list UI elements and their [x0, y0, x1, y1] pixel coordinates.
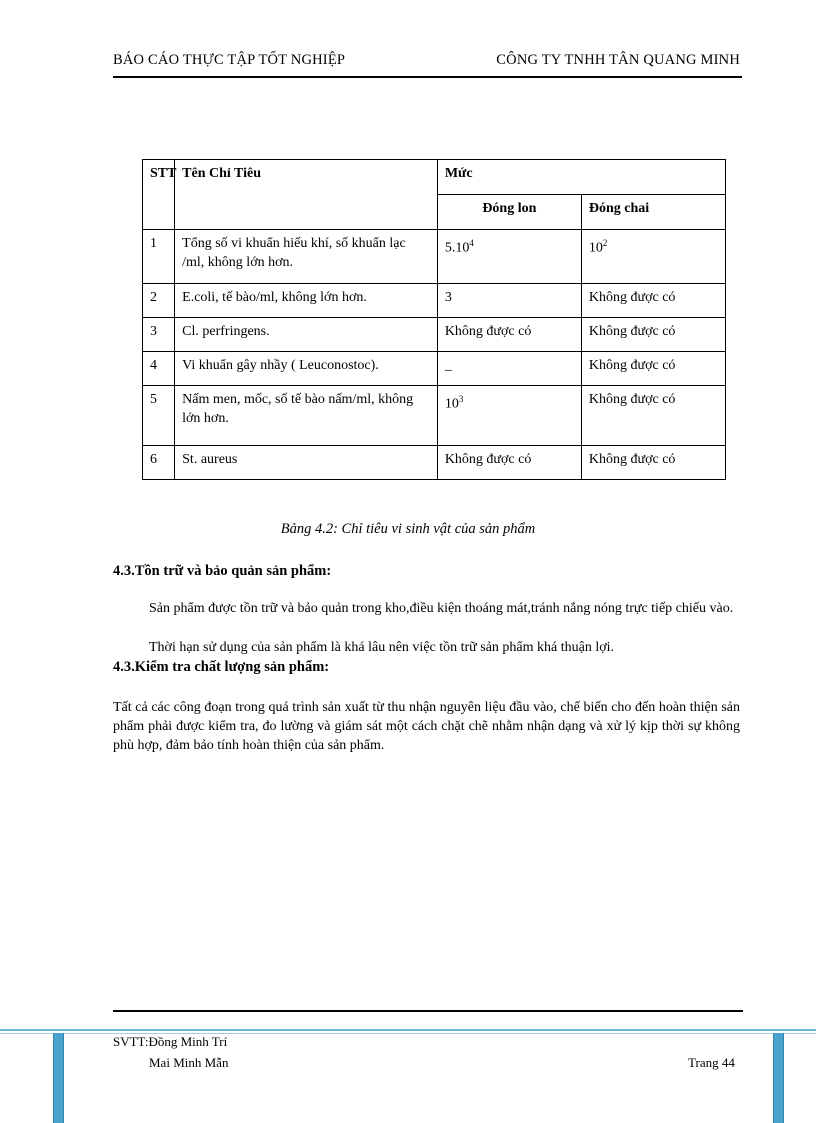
table-caption: Bảng 4.2: Chỉ tiêu vi sinh vật của sản phẩm	[280, 521, 536, 537]
storage-paragraph-2: Thời hạn sử dụng của sản phẩm là khá lâu nên việc tồn trữ sản phẩm khá thuận lợi.	[149, 640, 615, 655]
header-stt: STT	[143, 160, 175, 230]
cell-bottle: Không được có	[581, 352, 725, 386]
cell-bottle: Không được có	[581, 386, 725, 446]
cell-stt: 5	[143, 386, 175, 446]
cell-stt: 2	[143, 284, 175, 318]
table-row	[143, 446, 726, 480]
cell-criteria: Vi khuẩn gây nhầy ( Leuconostoc).	[175, 352, 438, 386]
cell-bottle: Không được có	[581, 318, 725, 352]
header-can: Đóng lon	[437, 195, 581, 230]
header-company-name: CÔNG TY TNHH TÂN QUANG MINH	[496, 52, 740, 68]
cell-criteria: St. aureus	[175, 446, 438, 480]
cell-bottle: Không được có	[581, 446, 725, 480]
table-row	[143, 386, 726, 446]
cell-stt: 4	[143, 352, 175, 386]
section-heading-quality: 4.3.Kiểm tra chất lượng sản phẩm:	[113, 659, 330, 675]
cell-criteria: Nấm men, mốc, số tế bào nấm/ml, không lớn hơn.	[175, 386, 438, 446]
table-row	[143, 318, 726, 352]
cell-criteria: Cl. perfringens.	[175, 318, 438, 352]
table-body	[143, 230, 726, 480]
cell-criteria: E.coli, tế bào/ml, không lớn hơn.	[175, 284, 438, 318]
footer-rule	[113, 1010, 743, 1012]
cell-criteria: Tổng số vi khuẩn hiếu khí, số khuẩn lạc /ml, không lớn hơn.	[175, 230, 438, 284]
cell-can: Không được có	[437, 318, 581, 352]
cell-can: $10^3$	[437, 386, 581, 446]
microbiological-spec-table	[142, 159, 726, 480]
header-criteria-name: Tên Chỉ Tiêu	[175, 160, 438, 230]
cell-can: 5.10$^4$	[437, 230, 581, 284]
footer-student: SVTT:Đồng Minh Trí	[113, 1034, 228, 1049]
cell-can: _	[437, 352, 581, 386]
cell-bottle: Không được có	[581, 284, 725, 318]
cell-stt: 6	[143, 446, 175, 480]
section-heading-storage: 4.3.Tồn trữ và bảo quản sản phẩm:	[113, 563, 332, 579]
header-bottle: Đóng chai	[581, 195, 725, 230]
page-header	[113, 52, 742, 78]
cell-stt: 1	[143, 230, 175, 284]
table-row	[143, 352, 726, 386]
footer-left-bar	[53, 1033, 64, 1123]
header-report-title: BÁO CÁO THỰC TẬP TỐT NGHIỆP	[113, 52, 346, 68]
cell-can: 3	[437, 284, 581, 318]
cell-bottle: $10^2$	[581, 230, 725, 284]
table-row	[143, 230, 726, 284]
header-level: Mức	[437, 160, 725, 195]
table-row	[143, 284, 726, 318]
footer-band	[0, 1029, 816, 1031]
footer-student-2: Mai Minh Mẫn	[149, 1055, 229, 1070]
quality-paragraph: Tất cả các công đoạn trong quá trình sản xuất từ thu nhận nguyên liệu đầu vào, chế biến cho đến hoàn thiện sản phẩm phải được kiểm tra, đo lường và giám sát một cách chặt chẽ nhằm nhận dạng và xử lý kịp thời sự không phù hợp, đảm bảo tính hoàn thiện của sản phẩm.	[113, 700, 740, 753]
footer-right-bar	[773, 1033, 784, 1123]
storage-paragraph-1: Sản phẩm được tồn trữ và bảo quản trong kho,điều kiện thoáng mát,tránh nắng nóng trực tiếp chiếu vào.	[149, 601, 734, 616]
cell-stt: 3	[143, 318, 175, 352]
footer-page-number: Trang 44	[688, 1055, 735, 1070]
cell-can: Không được có	[437, 446, 581, 480]
